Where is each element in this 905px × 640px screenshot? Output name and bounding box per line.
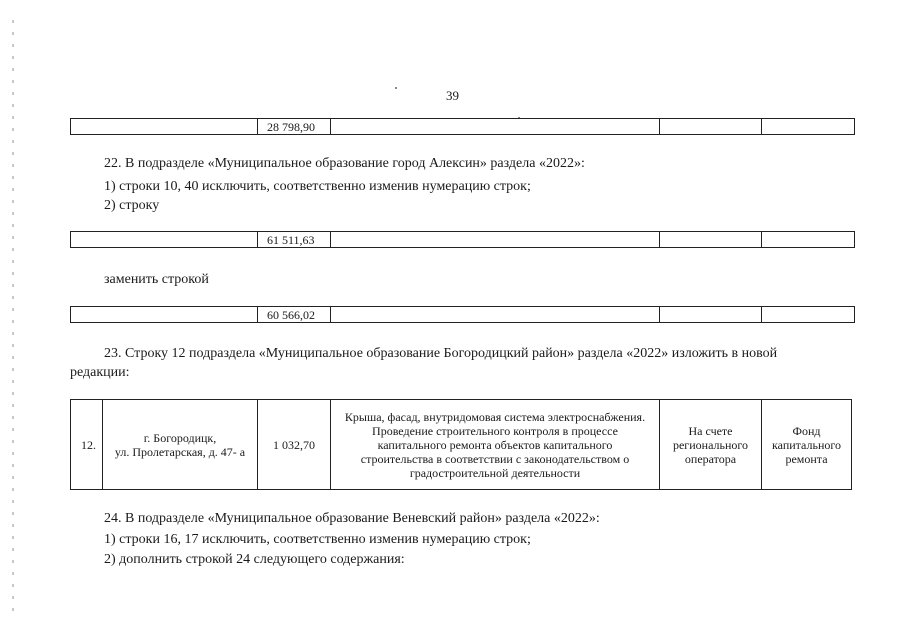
- table-cell: [660, 119, 762, 135]
- page-number: 39: [446, 88, 459, 103]
- section-22-item-1: 1) строки 10, 40 исключить, соответственно изменив нумерацию строк;: [104, 179, 531, 194]
- account-line: оператора: [684, 451, 737, 466]
- table-fragment-3: [70, 306, 855, 323]
- section-23-line-1: 23. Строку 12 подраздела «Муниципальное образование Богородицкий район» раздела «2022» изложить в новой: [104, 346, 778, 361]
- works-line: строительства в соответствии с законодательством о: [360, 451, 630, 466]
- owner-line: ремонта: [785, 451, 828, 466]
- table-cell: [331, 232, 660, 248]
- table-cell: [71, 119, 258, 135]
- address-line: г. Богородицк,: [143, 430, 217, 445]
- table-fragment-1: [70, 118, 855, 135]
- table-cell: [762, 232, 855, 248]
- area-cell: 28 798,90: [258, 119, 331, 135]
- table-row: [71, 119, 855, 135]
- section-23-line-2: редакции:: [70, 365, 130, 380]
- table-cell: [331, 119, 660, 135]
- owner-line: Фонд: [792, 423, 821, 438]
- table-cell: [71, 307, 258, 323]
- table-row: [71, 400, 852, 490]
- row-number-cell: 12.: [71, 400, 103, 490]
- area-cell: 60 566,02: [258, 307, 331, 323]
- row-12-table: [70, 399, 852, 490]
- owner-cell: [762, 400, 852, 490]
- table-cell: [762, 119, 855, 135]
- area-cell: 61 511,63: [258, 232, 331, 248]
- works-line: Проведение строительного контроля в процессе: [372, 423, 618, 438]
- table-cell: [660, 232, 762, 248]
- works-line: градостроительной деятельности: [409, 465, 581, 480]
- section-22-heading: 22. В подразделе «Муниципальное образование город Алексин» раздела «2022»:: [104, 156, 585, 171]
- address-cell: [103, 400, 258, 490]
- section-24-heading: 24. В подразделе «Муниципальное образование Веневский район» раздела «2022»:: [104, 511, 600, 526]
- works-line: Крыша, фасад, внутридомовая система электроснабжения.: [344, 409, 646, 424]
- table-cell: [660, 307, 762, 323]
- table-cell: [331, 307, 660, 323]
- table-cell: [71, 232, 258, 248]
- account-line: регионального: [672, 437, 749, 452]
- replace-with-text: заменить строкой: [104, 272, 209, 287]
- table-row: [71, 232, 855, 248]
- margin-binding-marks: [12, 20, 14, 620]
- account-cell: [660, 400, 762, 490]
- section-22-item-2: 2) строку: [104, 198, 160, 213]
- area-cell: 1 032,70: [258, 400, 331, 490]
- table-fragment-2: [70, 231, 855, 248]
- section-24-item-1: 1) строки 16, 17 исключить, соответственно изменив нумерацию строк;: [104, 532, 531, 547]
- table-cell: [762, 307, 855, 323]
- works-cell: [331, 400, 660, 490]
- section-24-item-2: 2) дополнить строкой 24 следующего содержания:: [104, 552, 405, 567]
- works-line: капитального ремонта объектов капитального: [377, 437, 613, 452]
- account-line: На счете: [688, 423, 733, 438]
- address-line: ул. Пролетарская, д. 47- а: [114, 444, 246, 459]
- table-row: [71, 307, 855, 323]
- owner-line: капитального: [772, 437, 841, 452]
